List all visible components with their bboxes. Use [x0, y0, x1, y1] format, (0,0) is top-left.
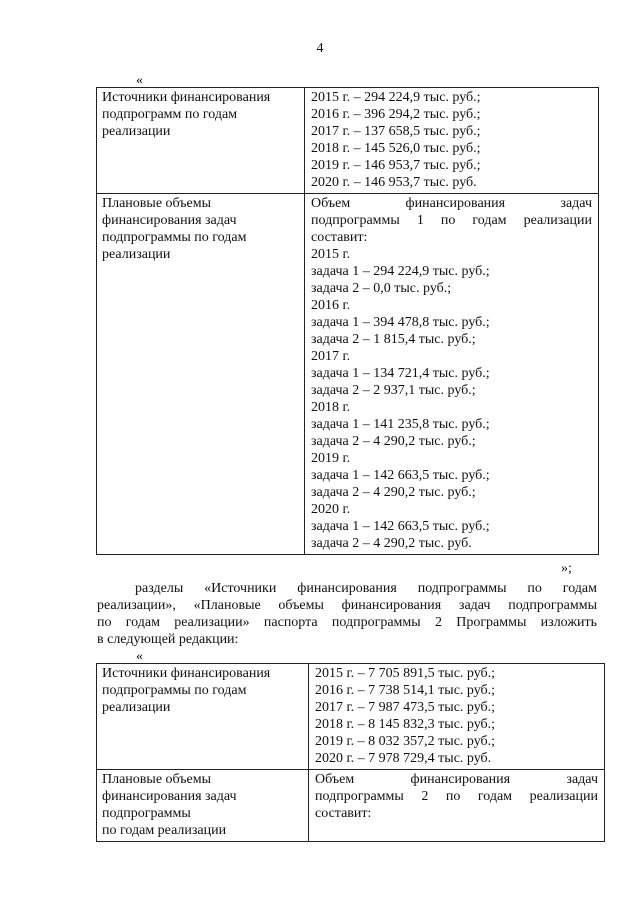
row-value-cell: Объем финансирования задач подпрограммы 1 по годам реализации составит: 2015 г. задача 1 – 294 224,9 тыс. руб.; задача 2 – 0,0 тыс. руб.; 2016 г. задача 1 – 394 478,8 тыс. руб.; задача 2 – 1 815,4 тыс. руб.; 2017 г. задача 1 – 134 721,4 тыс. руб.; задача 2 – 2 937,1 тыс. руб.; 2018 г. задача 1 – 141 235,8 тыс. руб.; задача 2 – 4 290,2 тыс. руб.; 2019 г. задача 1 – 142 663,5 тыс. руб.; задача 2 – 4 290,2 тыс. руб.; 2020 г. задача 1 – 142 663,5 тыс. руб.; задача 2 – 4 290,2 тыс. руб. — [305, 194, 599, 555]
row-label-cell: Плановые объемы финансирования задач подпрограммы по годам реализации — [97, 770, 309, 842]
financing-table-subprogram-1 — [96, 87, 599, 555]
table-row — [97, 88, 599, 194]
page-number: 4 — [316, 41, 324, 56]
row-value-cell: 2015 г. – 7 705 891,5 тыс. руб.; 2016 г. – 7 738 514,1 тыс. руб.; 2017 г. – 7 987 473,5 тыс. руб.; 2018 г. – 8 145 832,3 тыс. руб.; 2019 г. – 8 032 357,2 тыс. руб.; 2020 г. – 7 978 729,4 тыс. руб. — [309, 664, 605, 770]
amendment-paragraph: разделы «Источники финансирования подпрограммы по годам реализации», «Плановые объемы финансирования задач подпрограммы по годам реализации» паспорта подпрограммы 2 Программы изложить в следующей редакции: — [97, 581, 597, 647]
table-row — [97, 770, 605, 842]
opening-quote: « — [136, 649, 143, 664]
row-label-cell: Источники финансирования подпрограмм по годам реализации — [97, 88, 305, 194]
row-value-cell: 2015 г. – 294 224,9 тыс. руб.; 2016 г. – 396 294,2 тыс. руб.; 2017 г. – 137 658,5 тыс. руб.; 2018 г. – 145 526,0 тыс. руб.; 2019 г. – 146 953,7 тыс. руб.; 2020 г. – 146 953,7 тыс. руб. — [305, 88, 599, 194]
table-row — [97, 664, 605, 770]
row-value-cell: Объем финансирования задач подпрограммы 2 по годам реализации составит: — [309, 770, 605, 842]
financing-table-subprogram-2 — [96, 663, 605, 842]
closing-quote: »; — [561, 561, 572, 576]
table-row — [97, 194, 599, 555]
row-label-cell: Источники финансирования подпрограммы по годам реализации — [97, 664, 309, 770]
row-label-cell: Плановые объемы финансирования задач подпрограммы по годам реализации — [97, 194, 305, 555]
opening-quote: « — [136, 73, 143, 88]
